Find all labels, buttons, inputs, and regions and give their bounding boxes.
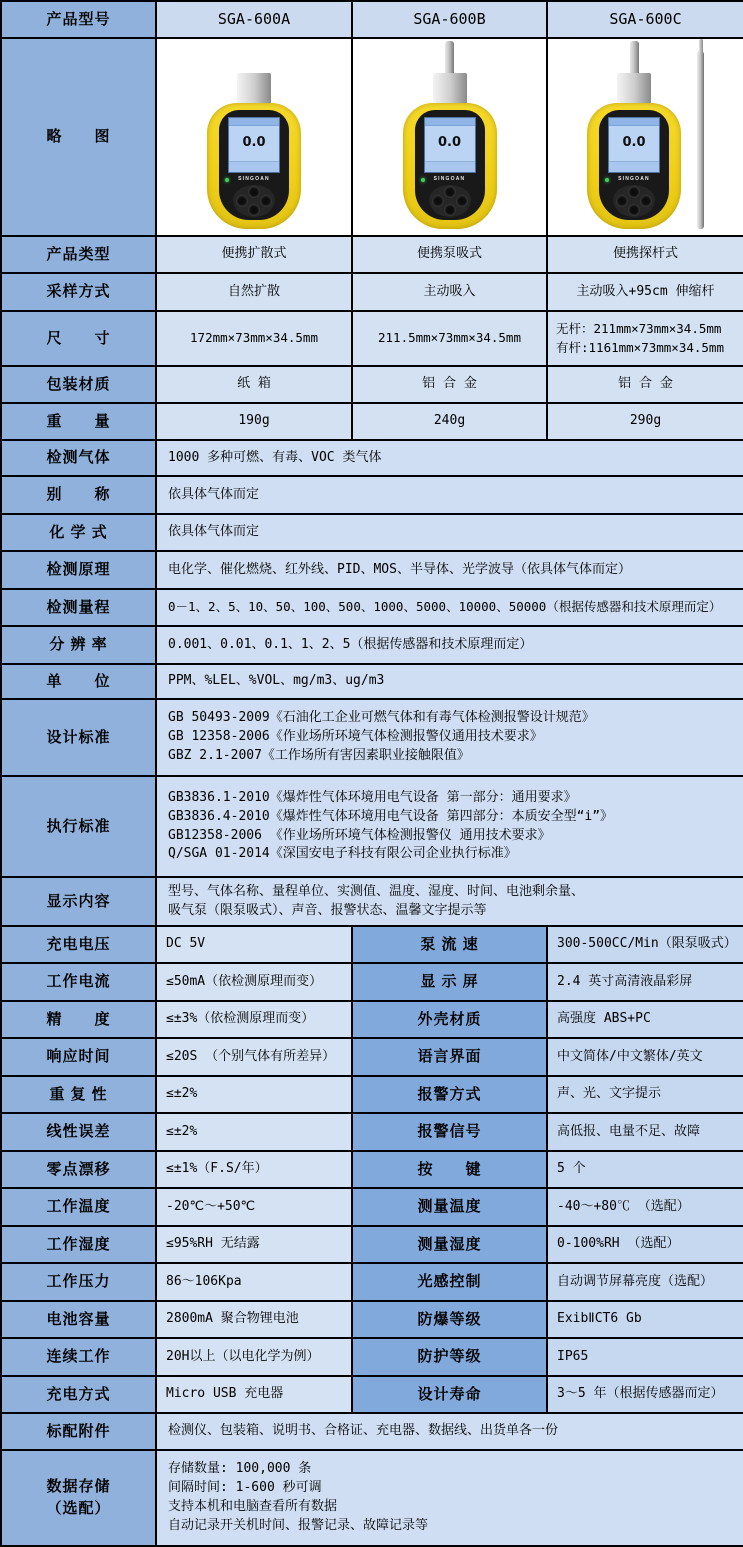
label-measure-temp: 测量温度 <box>352 1188 547 1226</box>
row-product-type <box>1 236 743 273</box>
keypad <box>429 185 471 217</box>
screen-infobar <box>609 161 659 172</box>
dimensions-c-line2: 有杆:1161mm×73mm×34.5mm <box>556 339 724 355</box>
label-sketch: 略 图 <box>1 38 156 236</box>
button-enter <box>445 205 455 215</box>
button-right <box>641 196 651 206</box>
detect-gas-value: 1000 多种可燃、有毒、VOC 类气体 <box>156 440 743 476</box>
device-body <box>403 103 497 229</box>
working-humidity-value: ≤95%RH 无结露 <box>156 1226 352 1263</box>
label-pump-flow: 泵 流 速 <box>352 926 547 963</box>
label-battery-capacity: 电池容量 <box>1 1301 156 1338</box>
brand-label: SINGOAN <box>618 176 650 182</box>
label-working-humidity: 工作湿度 <box>1 1226 156 1263</box>
label-design-life: 设计寿命 <box>352 1376 547 1413</box>
label-chem-formula: 化 学 式 <box>1 514 156 551</box>
packaging-b: 铝 合 金 <box>352 366 547 403</box>
button-right <box>261 196 271 206</box>
device-screen <box>424 117 476 173</box>
device-screen <box>608 117 660 173</box>
row-data-storage <box>1 1450 743 1546</box>
accuracy-value: ≤±3%（依检测原理而变） <box>156 1001 352 1038</box>
data-storage-label-line2: （选配） <box>46 1500 111 1517</box>
device-panel <box>599 110 669 220</box>
measure-humidity-value: 0-100%RH （选配） <box>547 1226 743 1263</box>
working-current-value: ≤50mA（依检测原理而变） <box>156 963 352 1001</box>
repeatability-value: ≤±2% <box>156 1076 352 1113</box>
alias-value: 依具体气体而定 <box>156 476 743 514</box>
button-left <box>237 196 247 206</box>
design-standard-1: GB 50493-2009《石油化工企业可燃气体和有毒气体检测报警设计规范》 <box>168 710 595 726</box>
label-data-storage <box>1 1450 156 1546</box>
label-product-model: 产品型号 <box>1 1 156 38</box>
pump-probe <box>445 41 454 73</box>
rod-shaft <box>697 51 704 229</box>
label-continuous-work: 连续工作 <box>1 1338 156 1376</box>
design-life-value: 3～5 年（根据传感器而定） <box>547 1376 743 1413</box>
row-chem-formula <box>1 514 743 551</box>
label-alias: 别 称 <box>1 476 156 514</box>
row-principle <box>1 551 743 589</box>
label-keys: 按 键 <box>352 1151 547 1188</box>
screen-infobar <box>425 161 475 172</box>
button-up <box>629 187 639 197</box>
label-housing-material: 外壳材质 <box>352 1001 547 1038</box>
housing-material-value: 高强度 ABS+PC <box>547 1001 743 1038</box>
device-panel <box>415 110 485 220</box>
label-principle: 检测原理 <box>1 551 156 589</box>
row-weight <box>1 403 743 440</box>
inlet-cap <box>617 73 651 105</box>
response-time-value: ≤20S （个别气体有所差异） <box>156 1038 352 1076</box>
row-zero-drift-keys <box>1 1151 743 1188</box>
inlet-cap <box>433 73 467 105</box>
alarm-signal-value: 高低报、电量不足、故障 <box>547 1113 743 1151</box>
sampling-c: 主动吸入+95cm 伸缩杆 <box>547 273 743 311</box>
zero-drift-value: ≤±1%（F.S/年） <box>156 1151 352 1188</box>
model-name-c: SGA-600C <box>547 1 743 38</box>
working-pressure-value: 86～106Kpa <box>156 1263 352 1301</box>
device-screen <box>228 117 280 173</box>
product-type-c: 便携探杆式 <box>547 236 743 273</box>
weight-b: 240g <box>352 403 547 440</box>
label-packaging: 包装材质 <box>1 366 156 403</box>
led-indicator <box>421 178 425 182</box>
device-body <box>207 103 301 229</box>
design-standards-value <box>156 699 743 776</box>
screen-reading: 0.0 <box>437 135 462 151</box>
label-response-time: 响应时间 <box>1 1038 156 1076</box>
label-protection-grade: 防护等级 <box>352 1338 547 1376</box>
row-sketch <box>1 38 743 236</box>
explosionproof-grade-value: ExibⅡCT6 Gb <box>547 1301 743 1338</box>
packaging-c: 铝 合 金 <box>547 366 743 403</box>
led-indicator <box>225 178 229 182</box>
button-up <box>445 187 455 197</box>
brand-label: SINGOAN <box>238 176 270 182</box>
button-enter <box>249 205 259 215</box>
exec-standards-value <box>156 776 743 877</box>
weight-a: 190g <box>156 403 352 440</box>
row-working-temp-measure-temp <box>1 1188 743 1226</box>
label-working-pressure: 工作压力 <box>1 1263 156 1301</box>
row-dimensions <box>1 311 743 366</box>
row-battery-explosionproof <box>1 1301 743 1338</box>
label-light-control: 光感控制 <box>352 1263 547 1301</box>
data-storage-value <box>156 1450 743 1546</box>
sketch-cell-a <box>156 38 352 236</box>
rod-tip <box>699 39 703 53</box>
label-repeatability: 重 复 性 <box>1 1076 156 1113</box>
battery-capacity-value: 2800mA 聚合物锂电池 <box>156 1301 352 1338</box>
label-unit: 单 位 <box>1 664 156 699</box>
display-content-value <box>156 877 743 926</box>
label-alarm-signal: 报警信号 <box>352 1113 547 1151</box>
accessories-value: 检测仪、包装箱、说明书、合格证、充电器、数据线、出货单各一份 <box>156 1413 743 1450</box>
range-value: 0－1、2、5、10、50、100、500、1000、5000、10000、50000（根据传感器和技术原理而定） <box>156 589 743 626</box>
row-range <box>1 589 743 626</box>
display-screen-value: 2.4 英寸高清液晶彩屏 <box>547 963 743 1001</box>
label-accessories: 标配附件 <box>1 1413 156 1450</box>
linearity-error-value: ≤±2% <box>156 1113 352 1151</box>
model-name-b: SGA-600B <box>352 1 547 38</box>
dimensions-a: 172mm×73mm×34.5mm <box>156 311 352 366</box>
storage-interval: 间隔时间: 1-600 秒可调 <box>168 1480 322 1496</box>
pump-flow-value: 300-500CC/Min（限泵吸式） <box>547 926 743 963</box>
button-enter <box>629 205 639 215</box>
principle-value: 电化学、催化燃烧、红外线、PID、MOS、半导体、光学波导（依具体气体而定） <box>156 551 743 589</box>
charge-method-value: Micro USB 充电器 <box>156 1376 352 1413</box>
label-weight: 重 量 <box>1 403 156 440</box>
data-storage-label-line1: 数据存储 <box>46 1478 111 1496</box>
device-body <box>587 103 681 229</box>
row-unit <box>1 664 743 699</box>
packaging-a: 纸 箱 <box>156 366 352 403</box>
dimensions-b: 211.5mm×73mm×34.5mm <box>352 311 547 366</box>
row-charge-voltage-pump-flow <box>1 926 743 963</box>
exec-standard-2: GB3836.4-2010《爆炸性气体环境用电气设备 第四部分：本质安全型“i”》 <box>168 808 614 824</box>
label-sampling-method: 采样方式 <box>1 273 156 311</box>
label-range: 检测量程 <box>1 589 156 626</box>
row-accuracy-housing <box>1 1001 743 1038</box>
model-name-a: SGA-600A <box>156 1 352 38</box>
label-working-current: 工作电流 <box>1 963 156 1001</box>
row-charge-method-design-life <box>1 1376 743 1413</box>
screen-reading: 0.0 <box>242 135 266 151</box>
chem-formula-value: 依具体气体而定 <box>156 514 743 551</box>
row-working-current-display <box>1 963 743 1001</box>
brand-label: SINGOAN <box>433 176 466 182</box>
detector-image-sga600b <box>403 41 497 229</box>
label-charge-method: 充电方式 <box>1 1376 156 1413</box>
screen-reading: 0.0 <box>622 135 646 151</box>
language-ui-value: 中文简体/中文繁体/英文 <box>547 1038 743 1076</box>
row-exec-standards <box>1 776 743 877</box>
sampling-a: 自然扩散 <box>156 273 352 311</box>
pump-probe <box>630 41 639 73</box>
screen-statusbar <box>425 118 475 126</box>
protection-grade-value: IP65 <box>547 1338 743 1376</box>
unit-value: PPM、%LEL、%VOL、mg/m3、ug/m3 <box>156 664 743 699</box>
row-working-humidity-measure-humidity <box>1 1226 743 1263</box>
button-left <box>617 196 627 206</box>
screen-statusbar <box>229 118 279 126</box>
storage-count: 存储数量: 100,000 条 <box>168 1461 312 1477</box>
row-display-content <box>1 877 743 926</box>
row-response-language <box>1 1038 743 1076</box>
label-zero-drift: 零点漂移 <box>1 1151 156 1188</box>
light-control-value: 自动调节屏幕亮度（选配） <box>547 1263 743 1301</box>
charge-voltage-value: DC 5V <box>156 926 352 963</box>
row-sampling-method <box>1 273 743 311</box>
row-pressure-light-control <box>1 1263 743 1301</box>
row-design-standards <box>1 699 743 776</box>
measure-temp-value: -40～+80℃ （选配） <box>547 1188 743 1226</box>
label-linearity-error: 线性误差 <box>1 1113 156 1151</box>
keys-value: 5 个 <box>547 1151 743 1188</box>
label-display-content: 显示内容 <box>1 877 156 926</box>
row-continuous-work-protection <box>1 1338 743 1376</box>
row-detect-gas <box>1 440 743 476</box>
sketch-cell-c <box>547 38 743 236</box>
exec-standard-1: GB3836.1-2010《爆炸性气体环境用电气设备 第一部分：通用要求》 <box>168 789 577 805</box>
label-product-type: 产品类型 <box>1 236 156 273</box>
design-standard-2: GB 12358-2006《作业场所环境气体检测报警仪通用技术要求》 <box>168 729 543 745</box>
sampling-b: 主动吸入 <box>352 273 547 311</box>
alarm-mode-value: 声、光、文字提示 <box>547 1076 743 1113</box>
label-charge-voltage: 充电电压 <box>1 926 156 963</box>
row-repeatability-alarm-mode <box>1 1076 743 1113</box>
label-exec-standards: 执行标准 <box>1 776 156 877</box>
dimensions-c <box>547 311 743 366</box>
label-detect-gas: 检测气体 <box>1 440 156 476</box>
label-dimensions: 尺 寸 <box>1 311 156 366</box>
label-working-temp: 工作温度 <box>1 1188 156 1226</box>
detector-image-sga600a <box>207 73 301 229</box>
row-resolution <box>1 626 743 664</box>
label-measure-humidity: 测量湿度 <box>352 1226 547 1263</box>
screen-infobar <box>229 161 279 172</box>
inlet-cap <box>237 73 271 105</box>
row-packaging <box>1 366 743 403</box>
detector-image-sga600c <box>587 41 681 229</box>
row-accessories <box>1 1413 743 1450</box>
screen-statusbar <box>609 118 659 126</box>
label-resolution: 分 辨 率 <box>1 626 156 664</box>
label-accuracy: 精 度 <box>1 1001 156 1038</box>
exec-standard-4: Q/SGA 01-2014《深国安电子科技有限公司企业执行标准》 <box>168 846 517 862</box>
exec-standard-3: GB12358-2006 《作业场所环境气体检测报警仪 通用技术要求》 <box>168 827 551 843</box>
row-linearity-alarm-signal <box>1 1113 743 1151</box>
label-design-standards: 设计标准 <box>1 699 156 776</box>
sketch-cell-b <box>352 38 547 236</box>
keypad <box>613 185 655 217</box>
display-content-line1: 型号、气体名称、量程单位、实测值、温度、湿度、时间、电池剩余量、 <box>168 883 585 899</box>
label-alarm-mode: 报警方式 <box>352 1076 547 1113</box>
label-display-screen: 显 示 屏 <box>352 963 547 1001</box>
continuous-work-value: 20H以上（以电化学为例） <box>156 1338 352 1376</box>
keypad <box>233 185 275 217</box>
telescopic-rod <box>697 51 704 229</box>
button-left <box>433 196 443 206</box>
label-explosionproof-grade: 防爆等级 <box>352 1301 547 1338</box>
device-panel <box>219 110 289 220</box>
storage-view: 支持本机和电脑查看所有数据 <box>168 1499 338 1514</box>
led-indicator <box>605 178 609 182</box>
product-type-a: 便携扩散式 <box>156 236 352 273</box>
row-product-model <box>1 1 743 38</box>
row-alias <box>1 476 743 514</box>
button-right <box>457 196 467 206</box>
storage-autorecord: 自动记录开关机时间、报警记录、故障记录等 <box>168 1517 429 1533</box>
dimensions-c-line1: 无杆：211mm×73mm×34.5mm <box>556 321 722 337</box>
working-temp-value: -20℃～+50℃ <box>156 1188 352 1226</box>
label-language-ui: 语言界面 <box>352 1038 547 1076</box>
weight-c: 290g <box>547 403 743 440</box>
resolution-value: 0.001、0.01、0.1、1、2、5（根据传感器和技术原理而定） <box>156 626 743 664</box>
button-up <box>249 187 259 197</box>
product-type-b: 便携泵吸式 <box>352 236 547 273</box>
display-content-line2: 吸气泵（限泵吸式）、声音、报警状态、温馨文字提示等 <box>168 902 487 918</box>
design-standard-3: GBZ 2.1-2007《工作场所有害因素职业接触限值》 <box>168 747 470 763</box>
